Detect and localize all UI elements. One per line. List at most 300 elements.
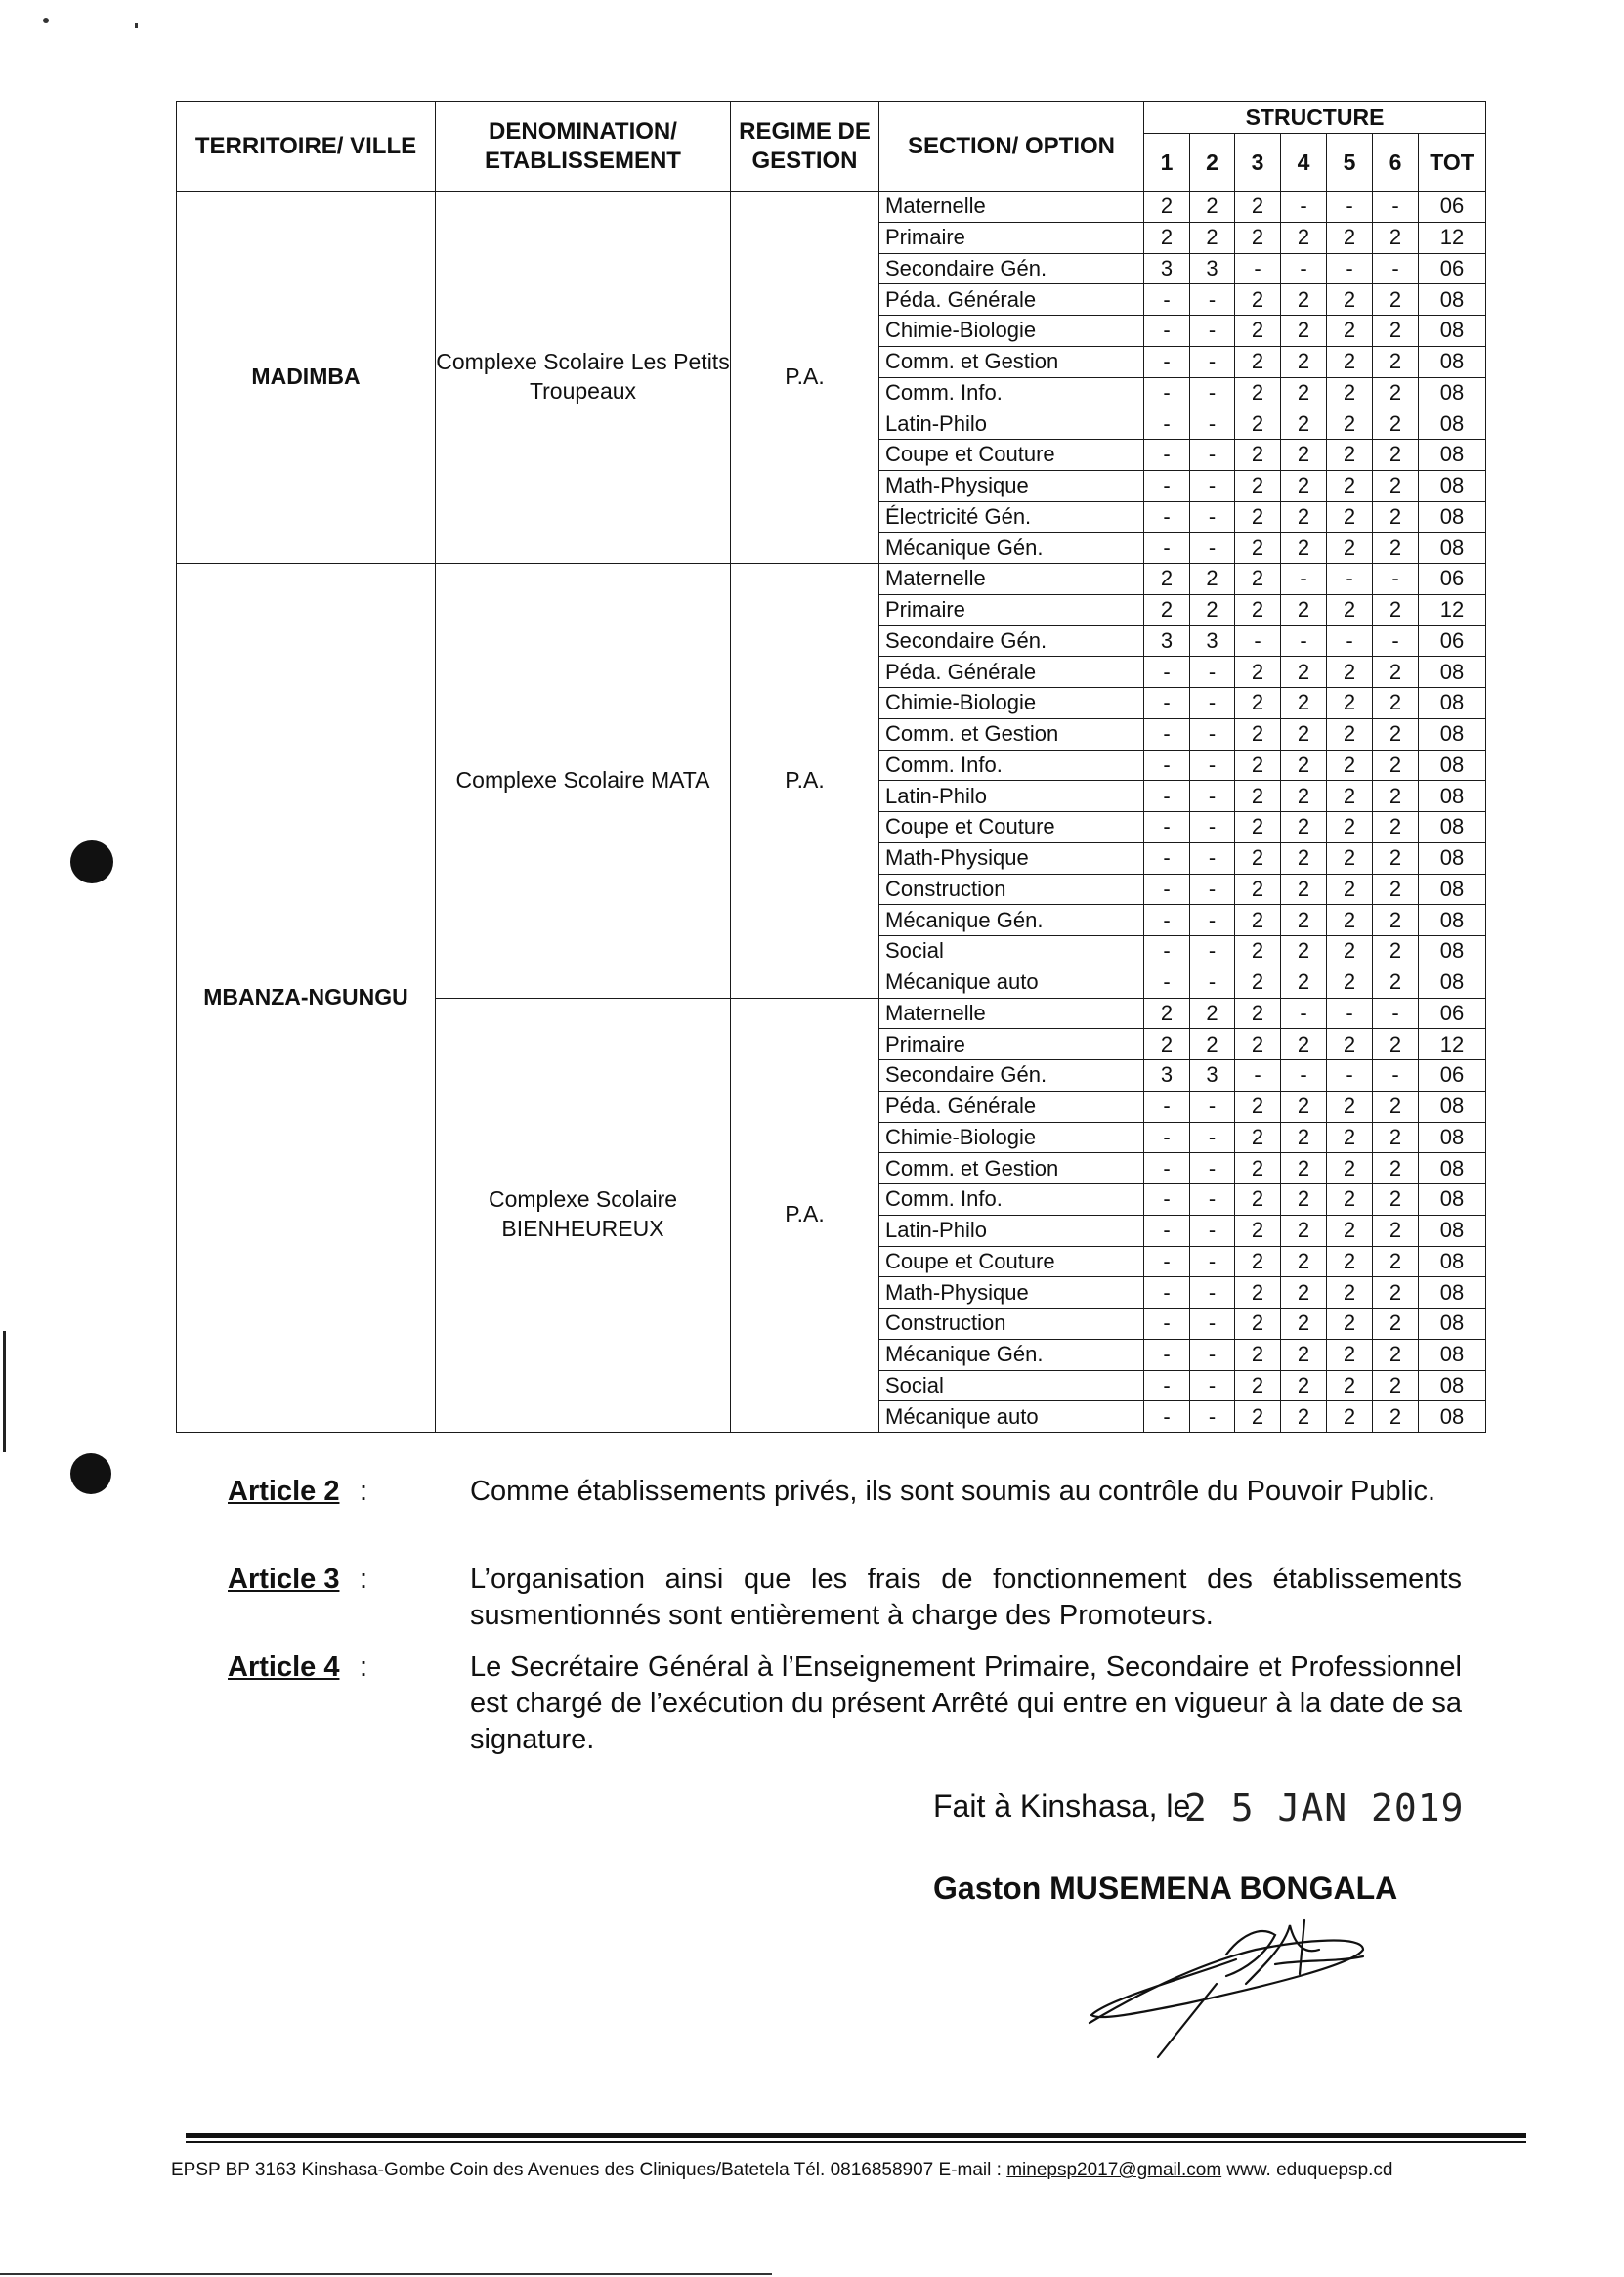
section-cell: Péda. Générale [879, 284, 1144, 316]
structure-cell: 2 [1327, 905, 1373, 936]
structure-cell: 2 [1281, 688, 1327, 719]
territoire-cell: MBANZA-NGUNGU [177, 564, 436, 1433]
structure-cell: 2 [1373, 750, 1419, 781]
structure-cell: - [1235, 625, 1281, 657]
structure-cell: 2 [1327, 1153, 1373, 1184]
total-cell: 08 [1419, 967, 1486, 998]
footer-website[interactable]: www. eduquepsp.cd [1221, 2160, 1393, 2180]
structure-cell: 2 [1373, 1184, 1419, 1216]
structure-cell: 2 [1235, 812, 1281, 843]
structure-cell: 2 [1327, 594, 1373, 625]
structure-cell: 2 [1327, 657, 1373, 688]
structure-cell: - [1190, 501, 1235, 533]
section-cell: Comm. et Gestion [879, 718, 1144, 750]
total-cell: 08 [1419, 657, 1486, 688]
structure-cell: 2 [1327, 781, 1373, 812]
structure-cell: 3 [1190, 1060, 1235, 1092]
structure-cell: 2 [1373, 377, 1419, 408]
structure-cell: 2 [1235, 1153, 1281, 1184]
footer-email[interactable]: minepsp2017@gmail.com [1006, 2160, 1222, 2180]
structure-cell: - [1144, 377, 1190, 408]
structure-cell: - [1190, 1122, 1235, 1153]
section-cell: Math-Physique [879, 1277, 1144, 1309]
structure-cell: 2 [1373, 812, 1419, 843]
structure-cell: 2 [1327, 1122, 1373, 1153]
regime-cell: P.A. [731, 192, 879, 564]
structure-cell: - [1190, 470, 1235, 501]
structure-cell: 2 [1373, 1246, 1419, 1277]
total-cell: 06 [1419, 564, 1486, 595]
structure-cell: - [1144, 1370, 1190, 1401]
section-cell: Secondaire Gén. [879, 625, 1144, 657]
section-cell: Secondaire Gén. [879, 1060, 1144, 1092]
structure-cell: 2 [1190, 564, 1235, 595]
structure-cell: - [1144, 284, 1190, 316]
structure-cell: 3 [1190, 625, 1235, 657]
structure-cell: - [1190, 533, 1235, 564]
header-territoire: TERRITOIRE/ VILLE [177, 102, 436, 192]
structure-cell: - [1190, 1309, 1235, 1340]
structure-cell: 2 [1281, 936, 1327, 967]
total-cell: 08 [1419, 346, 1486, 377]
structure-cell: - [1144, 874, 1190, 905]
structure-cell: - [1144, 1184, 1190, 1216]
structure-cell: 2 [1373, 470, 1419, 501]
section-cell: Péda. Générale [879, 657, 1144, 688]
structure-cell: - [1190, 440, 1235, 471]
handwritten-signature [1080, 1906, 1373, 2062]
article-label: Article 3 [228, 1564, 340, 1595]
section-cell: Mécanique auto [879, 967, 1144, 998]
structure-cell: 2 [1373, 842, 1419, 874]
structure-cell: 2 [1281, 1153, 1327, 1184]
structure-cell: 2 [1373, 905, 1419, 936]
structure-cell: - [1235, 253, 1281, 284]
section-cell: Latin-Philo [879, 781, 1144, 812]
section-cell: Maternelle [879, 192, 1144, 223]
section-cell: Maternelle [879, 998, 1144, 1029]
structure-cell: - [1190, 688, 1235, 719]
punch-hole [70, 1453, 111, 1494]
schools-structure-table [176, 101, 1486, 1433]
total-cell: 08 [1419, 936, 1486, 967]
structure-cell: 2 [1327, 533, 1373, 564]
total-cell: 08 [1419, 688, 1486, 719]
section-cell: Primaire [879, 222, 1144, 253]
structure-cell: 2 [1281, 408, 1327, 440]
structure-cell: - [1373, 1060, 1419, 1092]
structure-cell: 2 [1281, 1370, 1327, 1401]
total-cell: 08 [1419, 533, 1486, 564]
structure-cell: - [1373, 564, 1419, 595]
structure-cell: 2 [1281, 874, 1327, 905]
structure-cell: 2 [1327, 874, 1373, 905]
structure-cell: 2 [1235, 192, 1281, 223]
total-cell: 08 [1419, 750, 1486, 781]
structure-cell: 2 [1235, 1246, 1281, 1277]
structure-cell: - [1190, 905, 1235, 936]
structure-cell: - [1190, 1339, 1235, 1370]
structure-cell: 2 [1373, 408, 1419, 440]
structure-cell: - [1144, 1246, 1190, 1277]
structure-cell: 2 [1373, 501, 1419, 533]
structure-cell: 2 [1281, 377, 1327, 408]
structure-cell: 2 [1327, 1184, 1373, 1216]
structure-cell: 2 [1327, 812, 1373, 843]
footer-address-line [171, 2160, 1393, 2181]
total-cell: 08 [1419, 440, 1486, 471]
structure-cell: - [1190, 284, 1235, 316]
scan-speck [135, 23, 138, 28]
section-cell: Chimie-Biologie [879, 1122, 1144, 1153]
structure-cell: 2 [1235, 533, 1281, 564]
structure-cell: 2 [1235, 1091, 1281, 1122]
structure-cell: 2 [1235, 1215, 1281, 1246]
structure-cell: - [1190, 1246, 1235, 1277]
structure-cell: - [1190, 377, 1235, 408]
footer-address: EPSP BP 3163 Kinshasa-Gombe Coin des Avenues des Cliniques/Batetela Tél. 0816858907 E-mail : [171, 2160, 1007, 2180]
structure-cell: 2 [1235, 1339, 1281, 1370]
structure-cell: 2 [1235, 1370, 1281, 1401]
territoire-cell: MADIMBA [177, 192, 436, 564]
header-denomination: DENOMINATION/ ETABLISSEMENT [436, 102, 731, 192]
structure-cell: 2 [1373, 967, 1419, 998]
structure-cell: 2 [1327, 1029, 1373, 1060]
structure-cell: 3 [1190, 253, 1235, 284]
structure-cell: 2 [1235, 594, 1281, 625]
table-row [177, 564, 1486, 595]
structure-cell: 2 [1373, 1091, 1419, 1122]
structure-cell: 2 [1144, 998, 1190, 1029]
structure-cell: 2 [1235, 1309, 1281, 1340]
structure-cell: 2 [1327, 440, 1373, 471]
article-text: Comme établissements privés, ils sont soumis au contrôle du Pouvoir Public. [470, 1476, 1436, 1507]
structure-cell: 2 [1281, 750, 1327, 781]
total-cell: 08 [1419, 377, 1486, 408]
structure-cell: - [1144, 501, 1190, 533]
structure-cell: - [1327, 998, 1373, 1029]
structure-cell: - [1190, 1277, 1235, 1309]
structure-cell: - [1281, 625, 1327, 657]
section-cell: Mécanique Gén. [879, 1339, 1144, 1370]
section-cell: Primaire [879, 594, 1144, 625]
structure-cell: - [1327, 1060, 1373, 1092]
section-cell: Péda. Générale [879, 1091, 1144, 1122]
total-cell: 12 [1419, 1029, 1486, 1060]
structure-cell: 2 [1373, 1309, 1419, 1340]
structure-cell: - [1327, 192, 1373, 223]
total-cell: 08 [1419, 1339, 1486, 1370]
total-cell: 08 [1419, 1153, 1486, 1184]
structure-cell: - [1190, 1184, 1235, 1216]
structure-cell: 2 [1235, 377, 1281, 408]
structure-cell: 2 [1190, 222, 1235, 253]
structure-cell: - [1281, 998, 1327, 1029]
structure-cell: - [1144, 657, 1190, 688]
structure-cell: 2 [1235, 842, 1281, 874]
place-of-signing: Fait à Kinshasa, le [933, 1788, 1191, 1824]
structure-cell: 2 [1327, 718, 1373, 750]
total-cell: 12 [1419, 222, 1486, 253]
structure-cell: - [1190, 750, 1235, 781]
header-col-1: 1 [1144, 134, 1190, 192]
structure-cell: 2 [1235, 750, 1281, 781]
structure-cell: 2 [1281, 1029, 1327, 1060]
structure-cell: 2 [1281, 594, 1327, 625]
structure-cell: 2 [1327, 936, 1373, 967]
total-cell: 08 [1419, 316, 1486, 347]
structure-cell: - [1190, 657, 1235, 688]
structure-cell: 2 [1281, 1091, 1327, 1122]
article-colon: : [360, 1564, 368, 1595]
section-cell: Comm. et Gestion [879, 346, 1144, 377]
structure-cell: 2 [1281, 316, 1327, 347]
structure-cell: 2 [1235, 657, 1281, 688]
structure-cell: 2 [1373, 874, 1419, 905]
total-cell: 08 [1419, 1277, 1486, 1309]
structure-cell: 2 [1235, 967, 1281, 998]
structure-cell: 2 [1235, 501, 1281, 533]
section-cell: Maternelle [879, 564, 1144, 595]
structure-cell: 2 [1373, 781, 1419, 812]
section-cell: Comm. Info. [879, 1184, 1144, 1216]
structure-cell: 2 [1281, 812, 1327, 843]
structure-cell: - [1144, 1309, 1190, 1340]
structure-cell: - [1327, 253, 1373, 284]
structure-cell: 2 [1235, 781, 1281, 812]
total-cell: 08 [1419, 1122, 1486, 1153]
total-cell: 08 [1419, 1091, 1486, 1122]
header-col-tot: TOT [1419, 134, 1486, 192]
structure-cell: - [1144, 1215, 1190, 1246]
structure-cell: 2 [1327, 408, 1373, 440]
structure-cell: 3 [1144, 253, 1190, 284]
structure-cell: 2 [1235, 316, 1281, 347]
structure-cell: - [1144, 967, 1190, 998]
structure-cell: 2 [1373, 316, 1419, 347]
section-cell: Mécanique Gén. [879, 905, 1144, 936]
structure-cell: 2 [1373, 1277, 1419, 1309]
section-cell: Secondaire Gén. [879, 253, 1144, 284]
regime-cell: P.A. [731, 998, 879, 1433]
structure-cell: 2 [1327, 222, 1373, 253]
structure-cell: 3 [1144, 625, 1190, 657]
structure-cell: 2 [1281, 222, 1327, 253]
total-cell: 08 [1419, 874, 1486, 905]
structure-cell: - [1144, 533, 1190, 564]
structure-cell: - [1281, 1060, 1327, 1092]
structure-cell: 2 [1235, 1122, 1281, 1153]
structure-cell: - [1144, 718, 1190, 750]
structure-cell: - [1327, 564, 1373, 595]
structure-cell: 2 [1373, 440, 1419, 471]
structure-cell: 2 [1373, 222, 1419, 253]
structure-cell: 2 [1373, 533, 1419, 564]
structure-cell: 2 [1235, 1277, 1281, 1309]
total-cell: 08 [1419, 408, 1486, 440]
structure-cell: 2 [1373, 1339, 1419, 1370]
structure-cell: - [1281, 253, 1327, 284]
structure-cell: - [1144, 842, 1190, 874]
structure-cell: 2 [1327, 1246, 1373, 1277]
structure-cell: 2 [1373, 1401, 1419, 1433]
structure-cell: - [1144, 1091, 1190, 1122]
section-cell: Coupe et Couture [879, 440, 1144, 471]
structure-cell: 2 [1327, 501, 1373, 533]
header-structure: STRUCTURE [1144, 102, 1486, 134]
structure-cell: 2 [1235, 718, 1281, 750]
structure-cell: - [1190, 842, 1235, 874]
article-label: Article 2 [228, 1476, 340, 1507]
structure-cell: 2 [1327, 688, 1373, 719]
section-cell: Comm. Info. [879, 750, 1144, 781]
structure-cell: 2 [1281, 781, 1327, 812]
section-cell: Chimie-Biologie [879, 688, 1144, 719]
regime-cell: P.A. [731, 564, 879, 999]
structure-cell: 2 [1281, 905, 1327, 936]
structure-cell: 2 [1235, 998, 1281, 1029]
header-col-6: 6 [1373, 134, 1419, 192]
structure-cell: 3 [1144, 1060, 1190, 1092]
structure-cell: 2 [1190, 594, 1235, 625]
structure-cell: 2 [1327, 750, 1373, 781]
etablissement-cell: Complexe Scolaire BIENHEUREUX [436, 998, 731, 1433]
article-text: L’organisation ainsi que les frais de fonctionnement des établissements susmentionnés sont entièrement à charge des Promoteurs. [470, 1564, 1462, 1631]
structure-cell: 2 [1373, 284, 1419, 316]
structure-cell: - [1144, 316, 1190, 347]
structure-cell: - [1190, 408, 1235, 440]
structure-cell: 2 [1281, 718, 1327, 750]
structure-cell: 2 [1327, 284, 1373, 316]
structure-cell: - [1144, 346, 1190, 377]
structure-cell: - [1190, 781, 1235, 812]
structure-cell: - [1373, 625, 1419, 657]
structure-cell: - [1144, 781, 1190, 812]
section-cell: Primaire [879, 1029, 1144, 1060]
section-cell: Comm. Info. [879, 377, 1144, 408]
etablissement-cell: Complexe Scolaire Les Petits Troupeaux [436, 192, 731, 564]
article-label: Article 4 [228, 1652, 340, 1683]
structure-cell: 2 [1281, 967, 1327, 998]
structure-cell: 2 [1144, 594, 1190, 625]
total-cell: 06 [1419, 998, 1486, 1029]
structure-cell: 2 [1373, 1215, 1419, 1246]
header-regime: REGIME DE GESTION [731, 102, 879, 192]
structure-cell: 2 [1281, 657, 1327, 688]
table-body [177, 192, 1486, 1433]
scan-speck [43, 18, 49, 23]
section-cell: Comm. et Gestion [879, 1153, 1144, 1184]
structure-cell: - [1144, 905, 1190, 936]
structure-cell: - [1190, 346, 1235, 377]
structure-cell: - [1144, 1339, 1190, 1370]
structure-cell: 2 [1373, 718, 1419, 750]
structure-cell: 2 [1327, 1277, 1373, 1309]
structure-cell: - [1144, 470, 1190, 501]
total-cell: 08 [1419, 1184, 1486, 1216]
section-cell: Coupe et Couture [879, 1246, 1144, 1277]
article-colon: : [360, 1476, 368, 1507]
section-cell: Électricité Gén. [879, 501, 1144, 533]
structure-cell: 2 [1235, 688, 1281, 719]
structure-cell: 2 [1373, 936, 1419, 967]
structure-cell: - [1190, 718, 1235, 750]
structure-cell: - [1144, 1401, 1190, 1433]
total-cell: 08 [1419, 781, 1486, 812]
article-colon: : [360, 1652, 368, 1683]
structure-cell: - [1144, 408, 1190, 440]
total-cell: 08 [1419, 1215, 1486, 1246]
structure-cell: - [1281, 564, 1327, 595]
structure-cell: 2 [1281, 1184, 1327, 1216]
structure-cell: 2 [1327, 1401, 1373, 1433]
section-cell: Social [879, 1370, 1144, 1401]
structure-cell: - [1190, 967, 1235, 998]
header-col-3: 3 [1235, 134, 1281, 192]
header-col-4: 4 [1281, 134, 1327, 192]
structure-cell: 2 [1235, 564, 1281, 595]
total-cell: 08 [1419, 1370, 1486, 1401]
structure-cell: - [1327, 625, 1373, 657]
total-cell: 08 [1419, 1246, 1486, 1277]
structure-cell: - [1281, 192, 1327, 223]
structure-cell: 2 [1190, 998, 1235, 1029]
structure-cell: 2 [1281, 1122, 1327, 1153]
structure-cell: 2 [1281, 440, 1327, 471]
structure-cell: 2 [1281, 1246, 1327, 1277]
signer-name: Gaston MUSEMENA BONGALA [933, 1870, 1398, 1906]
structure-cell: - [1373, 998, 1419, 1029]
header-section: SECTION/ OPTION [879, 102, 1144, 192]
header-col-2: 2 [1190, 134, 1235, 192]
structure-cell: 2 [1281, 1277, 1327, 1309]
structure-cell: - [1190, 936, 1235, 967]
structure-cell: 2 [1190, 1029, 1235, 1060]
structure-cell: 2 [1281, 470, 1327, 501]
structure-cell: 2 [1327, 346, 1373, 377]
structure-cell: 2 [1373, 1370, 1419, 1401]
section-cell: Coupe et Couture [879, 812, 1144, 843]
footer-rule-thick [186, 2133, 1526, 2138]
structure-cell: 2 [1373, 688, 1419, 719]
structure-cell: 2 [1281, 1215, 1327, 1246]
structure-cell: - [1144, 1277, 1190, 1309]
total-cell: 06 [1419, 625, 1486, 657]
structure-cell: - [1373, 192, 1419, 223]
structure-cell: 2 [1281, 1401, 1327, 1433]
structure-cell: 2 [1373, 657, 1419, 688]
structure-cell: 2 [1281, 501, 1327, 533]
total-cell: 08 [1419, 718, 1486, 750]
total-cell: 08 [1419, 1309, 1486, 1340]
structure-cell: 2 [1373, 1153, 1419, 1184]
section-cell: Latin-Philo [879, 1215, 1144, 1246]
structure-cell: - [1190, 1091, 1235, 1122]
scan-bottom-line [0, 2273, 772, 2275]
structure-cell: 2 [1235, 1029, 1281, 1060]
structure-cell: 2 [1235, 936, 1281, 967]
total-cell: 08 [1419, 842, 1486, 874]
section-cell: Construction [879, 1309, 1144, 1340]
structure-cell: - [1190, 1215, 1235, 1246]
structure-cell: 2 [1373, 346, 1419, 377]
structure-cell: 2 [1235, 222, 1281, 253]
structure-cell: 2 [1235, 874, 1281, 905]
section-cell: Social [879, 936, 1144, 967]
structure-cell: 2 [1235, 1184, 1281, 1216]
structure-cell: - [1144, 1122, 1190, 1153]
structure-cell: 2 [1190, 192, 1235, 223]
